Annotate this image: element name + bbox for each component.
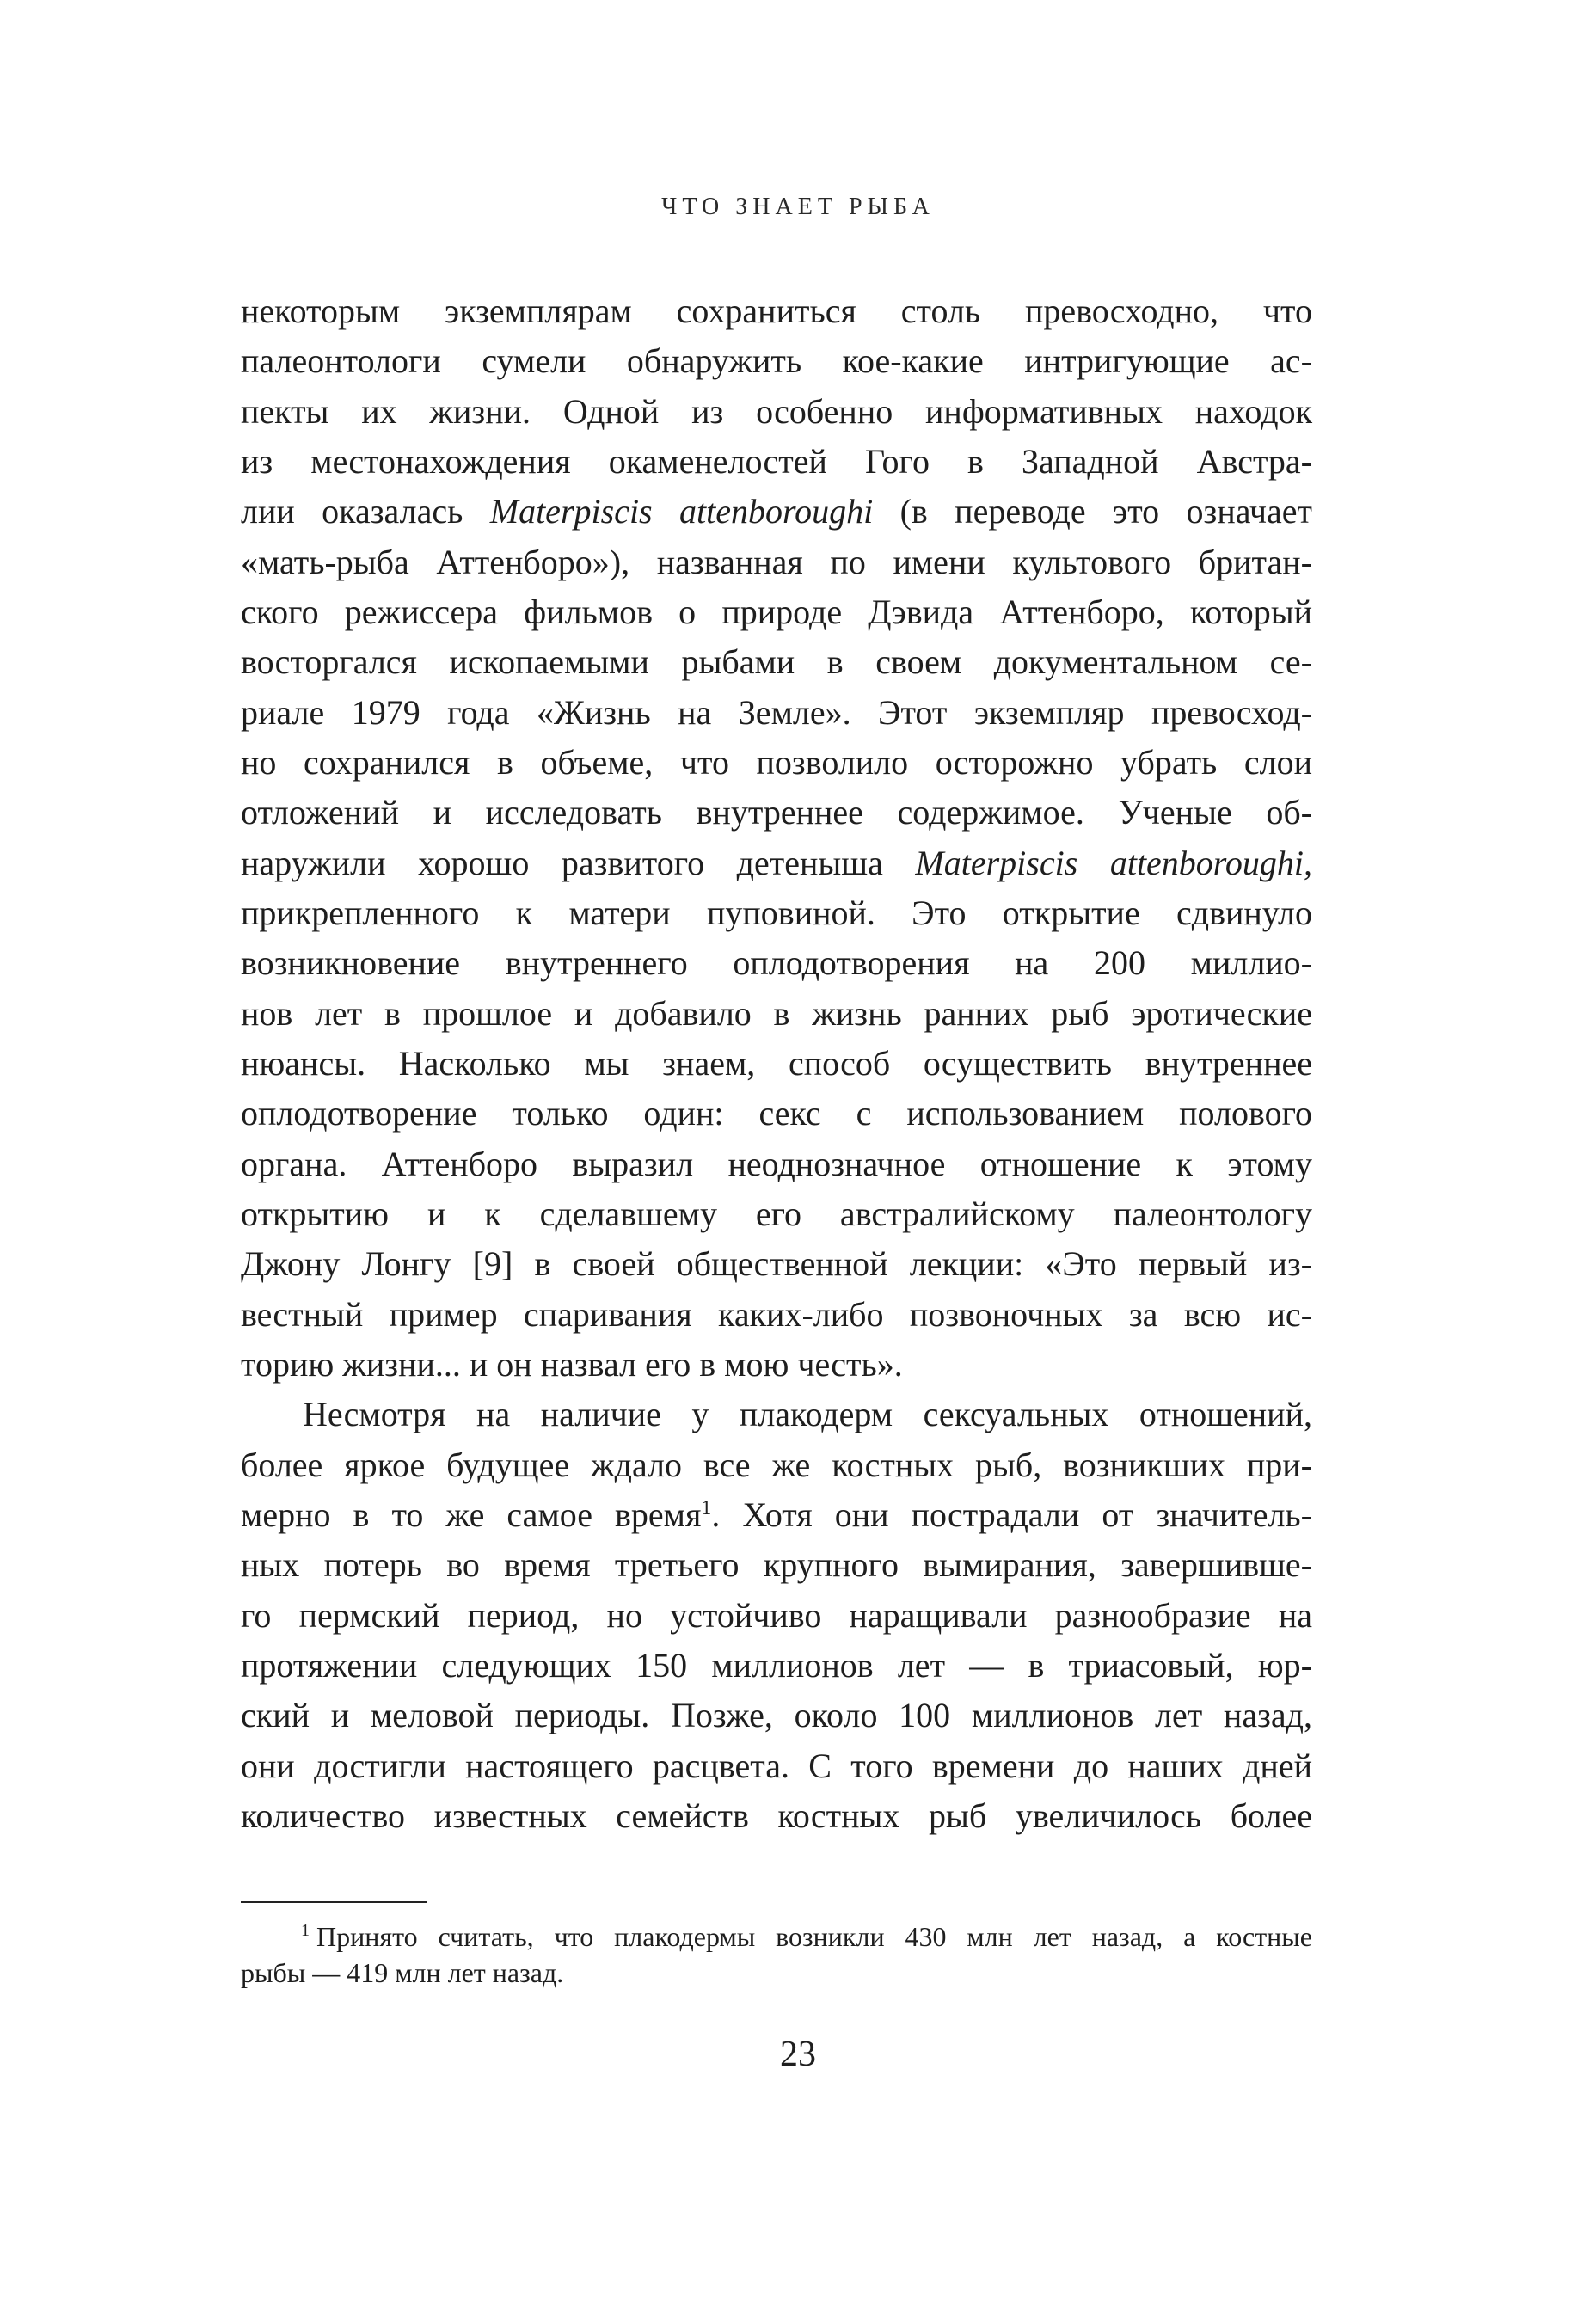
text-line — [241, 989, 1312, 1039]
footnote-divider — [241, 1901, 427, 1903]
text-line — [241, 1490, 1312, 1540]
text-line — [241, 1340, 1312, 1390]
text-line — [241, 537, 1312, 587]
text-line — [241, 938, 1312, 988]
text-segment: торию жизни... и он назвал его в мою честь». — [241, 1344, 903, 1384]
text-line — [241, 1039, 1312, 1089]
text-segment: палеонтологи сумели обнаружить кое-какие интригующие ас- — [241, 341, 1312, 381]
text-segment: протяжении следующих 150 миллионов лет — в триасовый, юр- — [241, 1645, 1312, 1685]
footnote-marker: 1 — [301, 1921, 310, 1940]
text-line — [241, 1089, 1312, 1139]
footnote-text: Принято считать, что плакодермы возникли 430 млн лет назад, а костные — [316, 1921, 1312, 1952]
footnote-line — [241, 1918, 1312, 1955]
text-segment: нов лет в прошлое и добавило в жизнь ранних рыб эротические — [241, 993, 1312, 1033]
text-line — [241, 487, 1312, 537]
text-line — [241, 688, 1312, 738]
text-line — [241, 738, 1312, 788]
body-text — [241, 286, 1312, 1841]
footnote-text: рыбы — 419 млн лет назад. — [241, 1957, 564, 1988]
text-segment: Джону Лонгу [9] в своей общественной лекции: «Это первый из- — [241, 1244, 1312, 1284]
text-line — [241, 437, 1312, 487]
text-segment: открытию и к сделавшему его австралийскому палеонтологу — [241, 1194, 1312, 1233]
running-head-title: ЧТО ЗНАЕТ РЫБА — [661, 193, 935, 220]
text-line — [241, 1691, 1312, 1740]
text-segment: но сохранился в объеме, что позволило осторожно убрать слои — [241, 742, 1312, 782]
text-line — [241, 336, 1312, 386]
text-line — [241, 1440, 1312, 1490]
page-number: 23 — [780, 2035, 816, 2074]
text-line — [241, 587, 1312, 637]
text-segment: оплодотворение только один: секс с использованием полового — [241, 1094, 1312, 1133]
text-segment: го пермский период, но устойчиво наращивали разнообразие на — [241, 1595, 1312, 1635]
italic-species-name: Materpiscis attenboroughi, — [915, 843, 1313, 882]
text-segment: нюансы. Насколько мы знаем, способ осуществить внутреннее — [241, 1043, 1312, 1083]
text-line — [241, 1189, 1312, 1239]
text-segment: органа. Аттенборо выразил неоднозначное отношение к этому — [241, 1144, 1312, 1183]
text-line — [241, 637, 1312, 687]
text-segment: ных потерь во время третьего крупного вымирания, завершивше- — [241, 1545, 1312, 1585]
text-line — [241, 1290, 1312, 1340]
footnote — [241, 1918, 1312, 1991]
text-segment: восторгался ископаемыми рыбами в своем документальном се- — [241, 642, 1312, 682]
text-segment: возникновение внутреннего оплодотворения на 200 миллио- — [241, 943, 1312, 983]
text-line — [241, 1741, 1312, 1791]
text-line — [241, 1540, 1312, 1590]
text-segment: прикрепленного к матери пуповиной. Это открытие сдвинуло — [241, 893, 1312, 932]
text-segment: более яркое будущее ждало все же костных рыб, возникших при- — [241, 1445, 1312, 1484]
text-segment: наружили хорошо развитого детеныша — [241, 843, 916, 882]
text-line — [241, 1239, 1312, 1289]
text-segment: они достигли настоящего расцвета. С того времени до наших дней — [241, 1746, 1312, 1785]
text-segment: из местонахождения окаменелостей Гого в Западной Австра- — [241, 441, 1312, 481]
text-segment: ского режиссера фильмов о природе Дэвида Аттенборо, который — [241, 592, 1312, 631]
footnote-line — [241, 1955, 1312, 1991]
text-segment: пекты их жизни. Одной из особенно информативных находок — [241, 391, 1312, 431]
text-segment: мерно в то же самое время — [241, 1495, 702, 1534]
text-line — [241, 838, 1312, 888]
text-line — [241, 286, 1312, 336]
text-line — [241, 1641, 1312, 1691]
italic-species-name: Materpiscis attenboroughi — [489, 492, 874, 531]
text-segment: отложений и исследовать внутреннее содержимое. Ученые об- — [241, 793, 1312, 832]
text-line — [241, 788, 1312, 838]
text-line — [241, 1791, 1312, 1841]
text-segment: (в переводе это означает — [873, 492, 1312, 531]
text-segment: некоторым экземплярам сохраниться столь превосходно, что — [241, 292, 1312, 330]
text-line — [241, 1139, 1312, 1189]
text-line — [241, 1591, 1312, 1641]
text-line — [241, 1390, 1312, 1440]
text-segment: риале 1979 года «Жизнь на Земле». Этот экземпляр превосход- — [241, 692, 1312, 732]
text-segment: . Хотя они пострадали от значитель- — [711, 1495, 1312, 1534]
text-line — [241, 387, 1312, 437]
text-segment: Несмотря на наличие у плакодерм сексуальных отношений, — [303, 1395, 1312, 1434]
text-segment: количество известных семейств костных рыб увеличилось более — [241, 1796, 1312, 1835]
text-segment: ский и меловой периоды. Позже, около 100 миллионов лет назад, — [241, 1696, 1312, 1735]
text-segment: лии оказалась — [241, 492, 490, 531]
footnote-reference: 1 — [701, 1496, 712, 1519]
text-line — [241, 888, 1312, 938]
text-segment: «мать-рыба Аттенборо»), названная по имени культового британ- — [241, 542, 1312, 581]
text-segment: вестный пример спаривания каких-либо позвоночных за всю ис- — [241, 1294, 1312, 1334]
